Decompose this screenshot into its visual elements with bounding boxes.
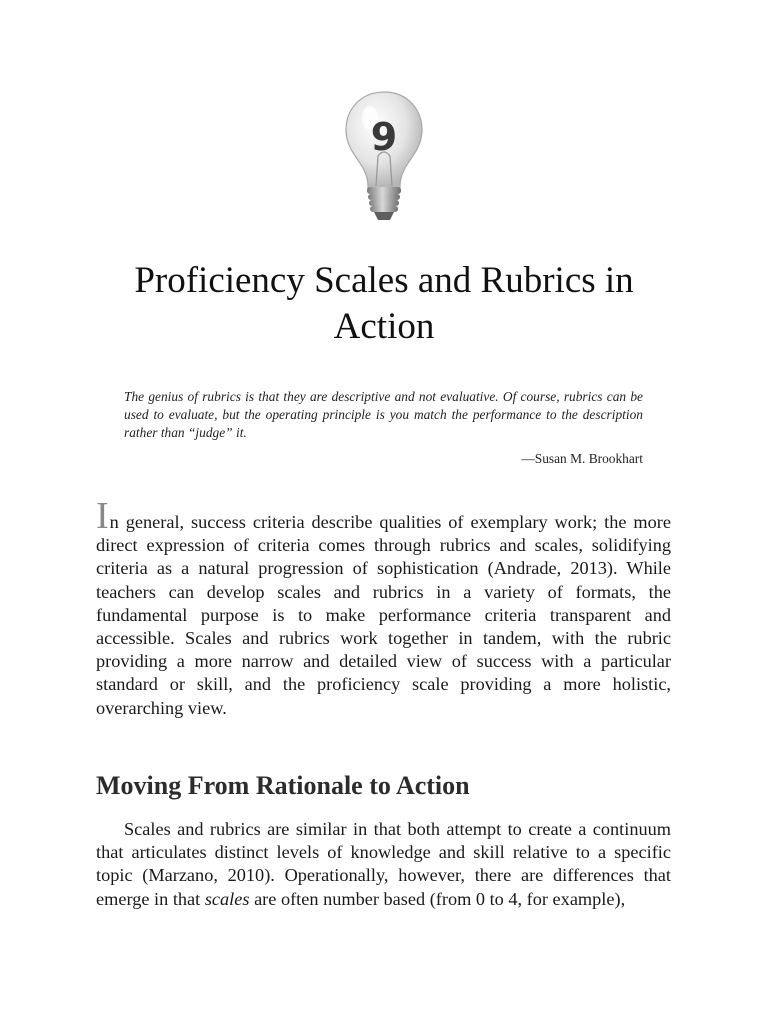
section-emphasis: scales [204, 888, 250, 909]
chapter-title: Proficiency Scales and Rubrics in Action [134, 260, 634, 347]
section-paragraph-block [96, 818, 671, 911]
lightbulb-icon [340, 90, 428, 224]
intro-paragraph-block [96, 495, 671, 720]
epigraph-attribution: —Susan M. Brookhart [521, 451, 643, 466]
section-paragraph [96, 818, 671, 911]
chapter-number: 9 [370, 115, 398, 159]
section-text-before: Scales and rubrics are similar in that both attempt to create a continuum that articulates distinct levels of knowledge and skill relative to a specific topic (Marzano, 2010). Operationally, however, there are differences that emerge in that [96, 819, 671, 909]
section-text-after: are often number based (from 0 to 4, for example), [249, 888, 626, 909]
section-heading: Moving From Rationale to Action [96, 771, 470, 800]
epigraph-quote: The genius of rubrics is that they are descriptive and not evaluative. Of course, rubrics can be used to evaluate, but the operating principle is you match the performance to the description rather than “judge” it. [124, 389, 643, 440]
intro-text: n general, success criteria describe qualities of exemplary work; the more direct expression of criteria comes through rubrics and scales, solidifying criteria as a natural progression of sophistication (Andrade, 2013). While teachers can develop scales and rubrics in a variety of formats, the fundamental purpose is to make performance criteria transparent and accessible. Scales and rubrics work together in tandem, with the rubric providing a more narrow and detailed view of success with a particular standard or skill, and the proficiency scale providing a more holistic, overarching view. [96, 512, 671, 718]
intro-paragraph [96, 495, 671, 720]
drop-cap: I [96, 495, 109, 537]
epigraph [124, 388, 643, 468]
